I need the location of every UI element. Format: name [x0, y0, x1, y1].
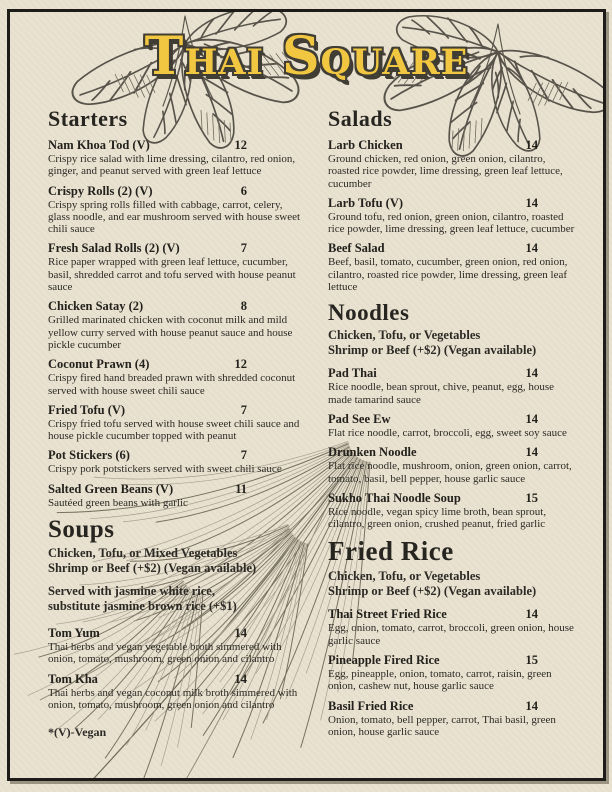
item-description: Crispy pork potstickers served with sweet chili sauce: [48, 463, 282, 476]
item-description: Rice noodle, vegan spicy lime broth, bean sprout, cilantro, green onion, crushed peanut, fried garlic: [328, 505, 547, 531]
menu-item: [48, 184, 303, 236]
item-description: Rice paper wrapped with green leaf lettuce, cucumber, basil, shredded carrot and tofu served with house peanut sauce: [48, 256, 296, 294]
menu-item: [48, 299, 303, 351]
item-name: Sukho Thai Noodle Soup: [328, 490, 461, 505]
menu-item: [48, 138, 303, 178]
item-name: Chicken Satay (2): [48, 299, 144, 314]
item-price: 14: [525, 445, 538, 460]
item-name: Larb Chicken: [328, 138, 403, 152]
fried-rice-heading: Fried Rice: [328, 536, 454, 567]
item-price: 14: [234, 626, 247, 641]
item-description: Crispy rice salad with lime dressing, cilantro, red onion, ginger, and peanut served with green leaf lettuce: [48, 153, 296, 178]
item-name: Fried Tofu (V): [48, 402, 126, 417]
item-price: 12: [234, 357, 247, 372]
soups-heading: Soups: [48, 516, 115, 544]
starters-heading: Starters: [48, 106, 128, 131]
item-name: Pineapple Fired Rice: [328, 653, 440, 668]
item-description: Crispy fried tofu served with house sweet chili sauce and house pickle cucumber topped with peanut: [48, 417, 300, 443]
item-name: Pot Stickers (6): [48, 448, 130, 463]
fried-rice-protein-options: Chicken, Tofu, or Vegetables Shrimp or Beef (+$2) (Vegan available): [328, 569, 537, 599]
item-name: Drunken Noodle: [328, 445, 417, 460]
item-price: 7: [240, 241, 247, 256]
border-frame: [7, 9, 606, 781]
menu-item: [328, 241, 578, 293]
item-description: Sautéed green beans with garlic: [48, 496, 188, 509]
menu-item: [328, 366, 578, 406]
menu-item: [48, 672, 303, 712]
item-description: Flat rice noodle, carrot, broccoli, egg, sweet soy sauce: [328, 426, 567, 439]
item-price: 12: [234, 138, 247, 152]
item-price: 14: [525, 411, 538, 426]
item-name: Salted Green Beans (V): [48, 481, 174, 496]
menu-item: [328, 653, 578, 693]
item-price: 14: [525, 698, 538, 713]
item-description: Thai herbs and vegan coconut milk broth simmered with onion, tomato, mushroom, green onion and cilantro: [48, 686, 298, 711]
noodles-protein-options: Chicken, Tofu, or Vegetables Shrimp or Beef (+$2) (Vegan available): [328, 328, 537, 358]
item-name: Coconut Prawn (4): [48, 357, 150, 372]
menu-item: [328, 196, 578, 236]
menu-item: [48, 357, 303, 397]
item-name: Basil Fried Rice: [328, 698, 414, 713]
logo-word-square: SQUARE: [281, 26, 469, 87]
section-starters: [48, 106, 303, 509]
menu-item: [328, 412, 578, 439]
noodles-heading: Noodles: [328, 300, 410, 326]
item-description: Ground chicken, red onion, green onion, cilantro, roasted rice powder, lime dressing, green leaf lettuce, cucumber: [328, 153, 563, 190]
menu-item: [328, 445, 578, 485]
item-description: Flat rice noodle, mushroom, onion, green onion, carrot, tomato, basil, bell pepper, house garlic sauce: [328, 460, 572, 485]
item-price: 11: [235, 481, 247, 496]
section-soups: [48, 515, 303, 711]
menu-item: [328, 491, 578, 531]
item-description: Grilled marinated chicken with coconut milk and mild yellow curry served with house peanut sauce and house pickle cucumber: [48, 314, 293, 351]
section-fried-rice: [328, 536, 578, 738]
item-name: Thai Street Fried Rice: [328, 607, 447, 622]
menu-item: [328, 138, 578, 190]
item-price: 14: [525, 241, 538, 256]
item-price: 15: [525, 653, 538, 668]
item-description: Crispy spring rolls filled with cabbage, carrot, celery, glass noodle, and ear mushroom served with house sweet chili sauce: [48, 198, 301, 236]
soups-rice-note: Served with jasmine white rice, substitute jasmine brown rice (+$1): [48, 584, 237, 614]
menu-item: [48, 448, 303, 475]
item-name: Nam Khoa Tod (V): [48, 138, 150, 152]
menu-content: [10, 12, 603, 778]
item-price: 14: [525, 138, 538, 152]
item-description: Egg, pineapple, onion, tomato, carrot, raisin, green onion, cashew nut, house garlic sauce: [328, 668, 552, 693]
item-name: Tom Yum: [48, 626, 100, 641]
item-description: Egg, onion, tomato, carrot, broccoli, green onion, house garlic sauce: [328, 622, 574, 647]
item-description: Ground tofu, red onion, green onion, cilantro, roasted rice powder, lime dressing, green leaf lettuce, cucumber: [328, 210, 575, 236]
item-name: Pad Thai: [328, 366, 377, 381]
menu-item: [328, 607, 578, 647]
restaurant-logo: [10, 26, 603, 87]
item-name: Larb Tofu (V): [328, 195, 404, 210]
item-description: Beef, basil, tomato, cucumber, green onion, red onion, cilantro, roasted rice powder, lime dressing, green leaf lettuce: [328, 256, 568, 294]
item-price: 14: [525, 195, 538, 210]
menu-item: [48, 241, 303, 293]
menu-item: [48, 403, 303, 443]
item-price: 14: [525, 607, 538, 622]
section-noodles: [328, 299, 578, 530]
item-name: Pad See Ew: [328, 411, 391, 426]
menu-item: [48, 482, 303, 509]
menu-item: [328, 699, 578, 739]
salads-heading: Salads: [328, 106, 393, 131]
item-description: Rice noodle, bean sprout, chive, peanut, egg, house made tamarind sauce: [328, 381, 555, 406]
item-price: 7: [240, 448, 247, 463]
item-description: Thai herbs and vegan vegetable broth simmered with onion, tomato, mushroom, green onion and cilantro: [48, 641, 282, 666]
item-price: 7: [240, 402, 247, 417]
item-price: 14: [234, 671, 247, 686]
item-name: Tom Kha: [48, 671, 98, 686]
item-price: 15: [525, 490, 538, 505]
item-price: 8: [240, 299, 247, 314]
soups-protein-options: Chicken, Tofu, or Mixed Vegetables Shrimp or Beef (+$2) (Vegan available): [48, 546, 257, 576]
item-price: 6: [240, 183, 247, 198]
menu-item: [48, 626, 303, 666]
item-description: Onion, tomato, bell pepper, carrot, Thai basil, green onion, house garlic sauce: [328, 713, 556, 738]
item-name: Crispy Rolls (2) (V): [48, 183, 153, 198]
item-name: Beef Salad: [328, 241, 385, 256]
logo-word-thai: THAI: [144, 26, 264, 87]
item-price: 14: [525, 366, 538, 381]
item-name: Fresh Salad Rolls (2) (V): [48, 241, 180, 256]
vegan-footnote: *(V)-Vegan: [48, 725, 107, 740]
left-column: [48, 106, 303, 740]
right-column: [328, 106, 578, 744]
section-salads: [328, 106, 578, 293]
item-description: Crispy fired hand breaded prawn with shredded coconut served with house sweet chili sauce: [48, 372, 296, 397]
